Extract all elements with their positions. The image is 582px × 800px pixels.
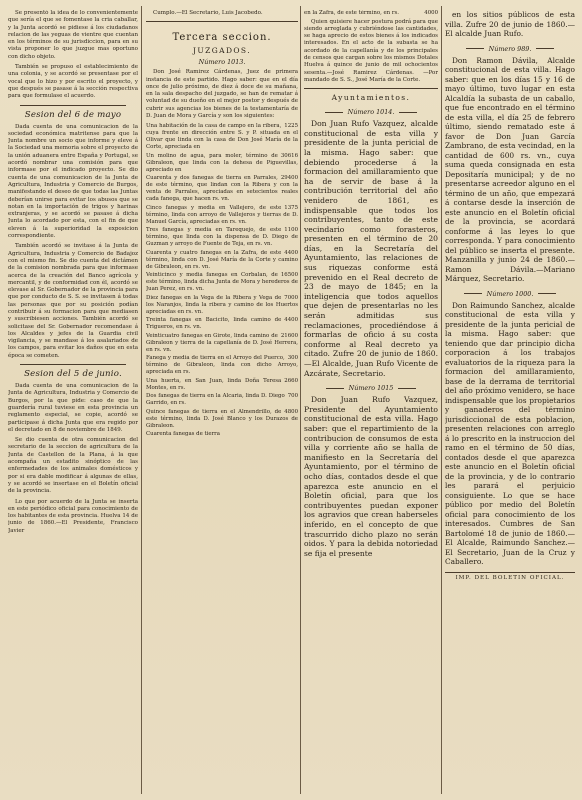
notice-number-line — [445, 287, 575, 301]
lot-description: Cuarenta y dos fanegas de tierra en Parrales, de este término, que lindan con la Ribera y con la venta de Parrales, apreciadas en setecientos reales cada fanega, que hacen rs. vn. — [146, 175, 298, 203]
lot-description: Una huerta, en San Juan, linda Doña Teresa Montes, en rs. — [146, 377, 282, 391]
lot-description: Cuarenta y cuatro fanegas en la Zafra, de este término, linda con D. José María de la Corte y camino de Gibraleon, en rs. vn. — [146, 249, 298, 270]
subsection-title: JUZGADOS. — [193, 46, 251, 56]
column-4 — [445, 10, 575, 794]
lot-description: Cuarenta fanegas de tierra — [146, 431, 220, 438]
divider — [464, 293, 482, 294]
table-row — [146, 175, 298, 203]
table-row — [146, 355, 298, 376]
divider — [398, 388, 416, 389]
manzanilla-notice: Don Ramon Dávila, Alcalde constitucional de esta villa. Hago saber: que en los días 15 y 16 de mayo último, tuvo lugar en esta Alcaldía la subasta de un caballo, que fue encontrado en el término de esta villa, el día 25 de febrero último, siendo rematado este á favor de Don Juan García Zambrano, de esta vecindad, en la cantidad de 600 rs. vn., cuya suma queda consignada en esta Depositaría municipal; y de no presentarse acreedor alguno en el término de un año, que empezará á contarse desde la inserción de este anuncio en el Boletín oficial de la provincia, se acordará conforme á las leyes lo que corresponda. Y para conocimiento del público se inserta el presente. Manzanilla y junio 24 de 1860.—Ramon Dávila.—Mariano Márquez, Secretario. — [445, 55, 575, 283]
lot-description: Un molino de agua, para moler, término de Gibraleon, que linda con la dehesa de Piguevillas, apreciado en — [146, 152, 298, 173]
lot-amount: 21600 — [280, 332, 298, 339]
notice-number-line — [445, 42, 575, 56]
column-3 — [304, 10, 438, 794]
table-row — [146, 295, 298, 316]
section-title: Tercera seccion. — [172, 32, 272, 44]
notice-number-line — [304, 105, 438, 119]
table-row — [304, 10, 438, 17]
lot-description: Dos fanegas de tierra en la Alcaria, linda D. Diego Garrido, en rs. — [146, 393, 285, 407]
column-2 — [146, 10, 298, 794]
column-rule — [300, 6, 301, 794]
divider — [20, 105, 126, 106]
divider — [325, 112, 343, 113]
notice-number: Número 989. — [488, 44, 532, 53]
lot-description: Tres fanegas y media en Tarequejo, de este término, que linda con la dispensa de D. Diego de Guzman y arroyo de Fuente de Teja, en rs. vn. — [146, 227, 298, 248]
lot-description: Veinticinco y media fanegas en Corbalan, de este término, linda dicha Junta de Mora y herederos de Juan Perez, en rs. vn. — [146, 272, 298, 293]
divider — [466, 48, 484, 49]
divider — [538, 293, 556, 294]
table-row — [146, 227, 298, 248]
zufre-notice-1015: Don Juan Rufo Vazquez, Presidente del Ayuntamiento constitucional de esta villa. Hago saber: que el repartimiento de la contribucion de consumos de esta villa y corriente año se halla de manifiesto en la Secretaría del Ayuntamiento, por el término de ocho días, contados desde el que aparezca este anuncio en el Boletín oficial, para que los contribuyentes puedan exponer los agravios que crean haberseles inferido, en el concepto de que trascurrido dicho plazo no serán oidos. Y para la debida notoriedad se fija el presente — [304, 395, 438, 558]
column-1-intro-2: También se propuso el establecimiento de una colonia, y se acordó se presentase por el vocal que lo hizo y por escrito el proyecto, y que después se pasase á la sección respectiva para que formulase el acuerdo. — [8, 64, 138, 100]
printer-imprint: IMP. DEL BOLETIN OFICIAL. — [445, 572, 575, 581]
divider — [536, 48, 554, 49]
zufre-notice-end: en los sitios públicos de esta villa. Zufre 20 de junio de 1860.—El alcalde Juan Rufo. — [445, 10, 575, 38]
property-lot-list — [146, 123, 298, 438]
table-row — [146, 250, 298, 271]
lot-amount: 1100 — [284, 227, 298, 234]
lot-description: Cinco fanegas y media en Vallejero, de este término, linda con arroyo de Vallejeros y tierras de D. Manuel García, apreciadas en rs. vn. — [146, 204, 298, 225]
divider — [146, 21, 298, 22]
lot-amount: 29400 — [280, 175, 298, 182]
table-row — [146, 205, 298, 226]
lot-amount: 4000 — [424, 10, 438, 16]
lot-description: Fanega y media de tierra en el Arroyo del Puerco, término de Gibraleon, linda con dicho Arroyo, apreciada en rs. — [146, 355, 298, 376]
notice-number: Número 1013. — [198, 58, 246, 67]
lot-description: Veinticuatro fanegas en Girote, linda camino de Gibraleon y tierra de la capellanía de D. José Herrera, en rs. vn. — [146, 332, 298, 353]
table-row — [146, 317, 298, 331]
lot-amount: 700 — [287, 393, 298, 400]
table-row — [146, 431, 298, 438]
column-1 — [8, 10, 138, 794]
divider — [20, 364, 126, 365]
column-rule — [441, 6, 442, 794]
lot-amount: 2660 — [284, 377, 298, 384]
lot-description: Quince fanegas de tierra en el Almendrillo, de este término, linda D. José Blanco y los Durazos de Gibraleon. — [146, 408, 298, 429]
lot-amount: 4800 — [284, 408, 298, 415]
lot-amount: 30616 — [280, 152, 298, 159]
section-title-ayuntamientos: Ayuntamientos. — [331, 93, 411, 103]
lot-amount: 16500 — [280, 272, 298, 279]
session-6-may-body: Dada cuenta de una comunicacion de la sociedad económica matritense para que la Junta nombre un socio que informe y eleve á la Sociedad una memoria sobre el proyecto de la unión aduanera entre España y Portugal, se acordó nombrar una comisión para que informase por el indicado proyecto. Se dio cuenta de una comunicacion de la Junta de Agricultura, Industria y Comercio de Burgos, manifestando el deseo de que todas las Juntas deberían unirse para evitar los abusos que se notan en la importación de trigos y harinas extranjeras, y se acordó se pasase á dicha Junta lo acordado por esta, con el fin de que eleven á la superioridad la exposicion correspondiente. — [8, 123, 138, 240]
table-row — [146, 409, 298, 430]
table-row — [146, 153, 298, 174]
table-row — [146, 378, 298, 392]
lot-amount: 4400 — [284, 317, 298, 324]
zufre-notice-1014: Don Juan Rufo Vazquez, alcalde constitucional de esta villa y presidente de la junta pericial de la misma. Hago saber: que debiendo procederse á la formacion del amillaramiento que ha de servir de base á la contribución territorial del año venidero de 1861, es indispensable que todos los contribuyentes, tanto de este vecindario como forasteros, presenten en el término de 20 días, en la Secretaría del Ayuntamiento, las relaciones de sus riquezas conforme está prevenido en el Real decreto de 23 de mayo de 1845; en la inteligencia que todos aquellos que dejen de presentarlas no les serán admitidas sus reclamaciones, procediéndose á formarlas de oficio á su costa conforme al Real decreto ya citado. Zufre 20 de junio de 1860.—El Alcalde, Juan Rufo Vicente de Azcárate, Secretario. — [304, 119, 438, 378]
notice-number-line — [304, 381, 438, 395]
session-heading-6-may: Sesion del 6 de mayo — [24, 109, 122, 120]
session-5-june-body: Dada cuenta de una comunicacion de la Junta de Agricultura, Industria y Comercio de Burgos, por la que pide: caso de que la guardería rural tuviese en esta provincia un reglamento especial, se copie, acordó se participase á dicha Junta que era regido por el decretado en 8 de noviembre de 1849. — [8, 383, 138, 433]
column-1-intro: Se presentó la idea de lo convenientemente que sería el que se fomentase la cria caballar, y la Junta acordó se pidiese á los ciudadanos relacion de las yeguas de vientre que cuentan en los términos de su jurisdiccion, para en su vista proponer lo que juzgue mas oportuno con dicho objeto. — [8, 10, 138, 60]
session-5-june-body-3: Lo que por acuerdo de la Junta se inserta en este periódico oficial para conocimiento de los habitantes de esta provincia. Huelva 14 de junio de 1860.—El Presidente, Francisco Javier — [8, 498, 138, 534]
divider — [326, 388, 344, 389]
session-6-may-body-2: También acordó se invitase á la Junta de Agricultura, Industria y Comercio de Badajoz con el mismo fin. Se dio cuenta del dictámen de la comision nombrada para que informase acerca de la creación del Banco agrícola y mercantil, y de conformidad con él, acordó se elevase al Sr. Gobernador de la provincia para que por conducto de S. S. se invitasen á todas las personas que por su posición podían contribuir á su formacion para que mediasen y suscribiesen acciones. También acordó se solicitase del Sr. Gobernador recomendase á los Alcaldes y jefes de la Guardia civil vigilancia, y se mandase á los asalariados de los campos, para evitar los daños que en esta época se cometen. — [8, 243, 138, 359]
notice-number: Número 1015 — [348, 384, 394, 393]
lot-description: Diez fanegas en la Vega de la Ribera y Vega de los Naranjos, linda la ribera y camino de los Huertos apreciadas en rs. vn. — [146, 294, 298, 315]
column-rule — [141, 6, 142, 794]
lot-amount: 300 — [287, 355, 298, 362]
property-lot-continued — [304, 10, 438, 17]
session-5-june-body-2: Se dio cuenta de otra comunicacion del secretario de la seccion de agricultura de la Junta de Castellon de la Plana, á la que acompaña un estadito sinóptico de las enfermedades de los animales domésticos y por si era dable modificar á algunas de ellas, y se acordó se insertase en el Boletín oficial de la provincia. — [8, 437, 138, 495]
lot-amount: 7000 — [284, 294, 298, 301]
table-row — [146, 272, 298, 293]
table-row — [146, 393, 298, 407]
court-notice-closing: Quien quisiere hacer postura podrá para que siendo arreglada y cubriéndose las cantidades, se haga aprecio de estos bienes á los indicados interesados. En el acto de la subasta se ha acordado de la capellanía y de los principales de censos que cargan sobre los mismos Dotales Huelva á quince de junio de mil ochocientos sesenta.—José Ramirez Cárdenas. —Por mandado de S. S., José María de la Corte. — [304, 18, 438, 83]
lot-amount: 4400 — [284, 249, 298, 256]
column-2-top: Cumplo.—El Secretario, Luis Jacobedo. — [153, 10, 263, 16]
lot-description: Treinta fanegas en Bacicito, linda camino de Trigueros, en rs. vn. — [146, 317, 282, 331]
court-notice-intro: Don José Ramirez Cárdenas, Juez de primera instancia de este partido. Hago saber: que en el día once de julio próximo, de diez á doce de su mañana, en la sala despacho del juzgado, se han de rematar á voluntad de su dueño en el mejor postor y después de cubrir sus agencias los bienes de la testamentaría de D. Juan de Mora y García y son los siguientes: — [146, 69, 298, 120]
cumbres-notice: Don Raimundo Sanchez, alcalde constitucional de esta villa y presidente de la junta pericial de la misma. Hago saber: que teniendo que dar principio dicha corporacion á los trabajos evaluatorios de la riqueza para la formacion del amillaramiento, base de la derrama de territorial del año próximo venidero, se hace indispensable que los propietarios y ganaderos del término jurisdiccional de esta poblacion, presenten relaciones con arreglo á lo prescrito en la instruccion del ramo en el término de 50 días, contados desde el que aparezca este anuncio en el Boletín oficial de la provincia, y de lo contrario les parará el perjuicio consiguiente. Lo que se hace público por medio del Boletín oficial para conocimiento de los interesados. Cumbres de San Bartolomé 18 de junio de 1860.—El Alcalde, Raimundo Sanchez.—El Secretario, Juan de la Cruz y Caballero. — [445, 300, 575, 566]
table-row — [146, 123, 298, 151]
table-row — [146, 333, 298, 354]
lot-amount: 1375 — [284, 204, 298, 211]
notice-number: Número 1014. — [347, 108, 395, 117]
lot-description: en la Zafra, de este término, en rs. — [304, 10, 399, 16]
session-heading-5-june: Sesion del 5 de junio. — [24, 369, 122, 380]
notice-number: Número 1000. — [486, 289, 534, 298]
lot-description: Una habitación de la casa de campo en la ribera, cuya frente en dirección entre S. y P. situada en el Olivar que linda con la casa de Don José María de la Corte, apreciada en — [146, 123, 298, 151]
divider — [304, 88, 438, 89]
lot-amount: 1225 — [284, 123, 298, 130]
divider — [399, 112, 417, 113]
